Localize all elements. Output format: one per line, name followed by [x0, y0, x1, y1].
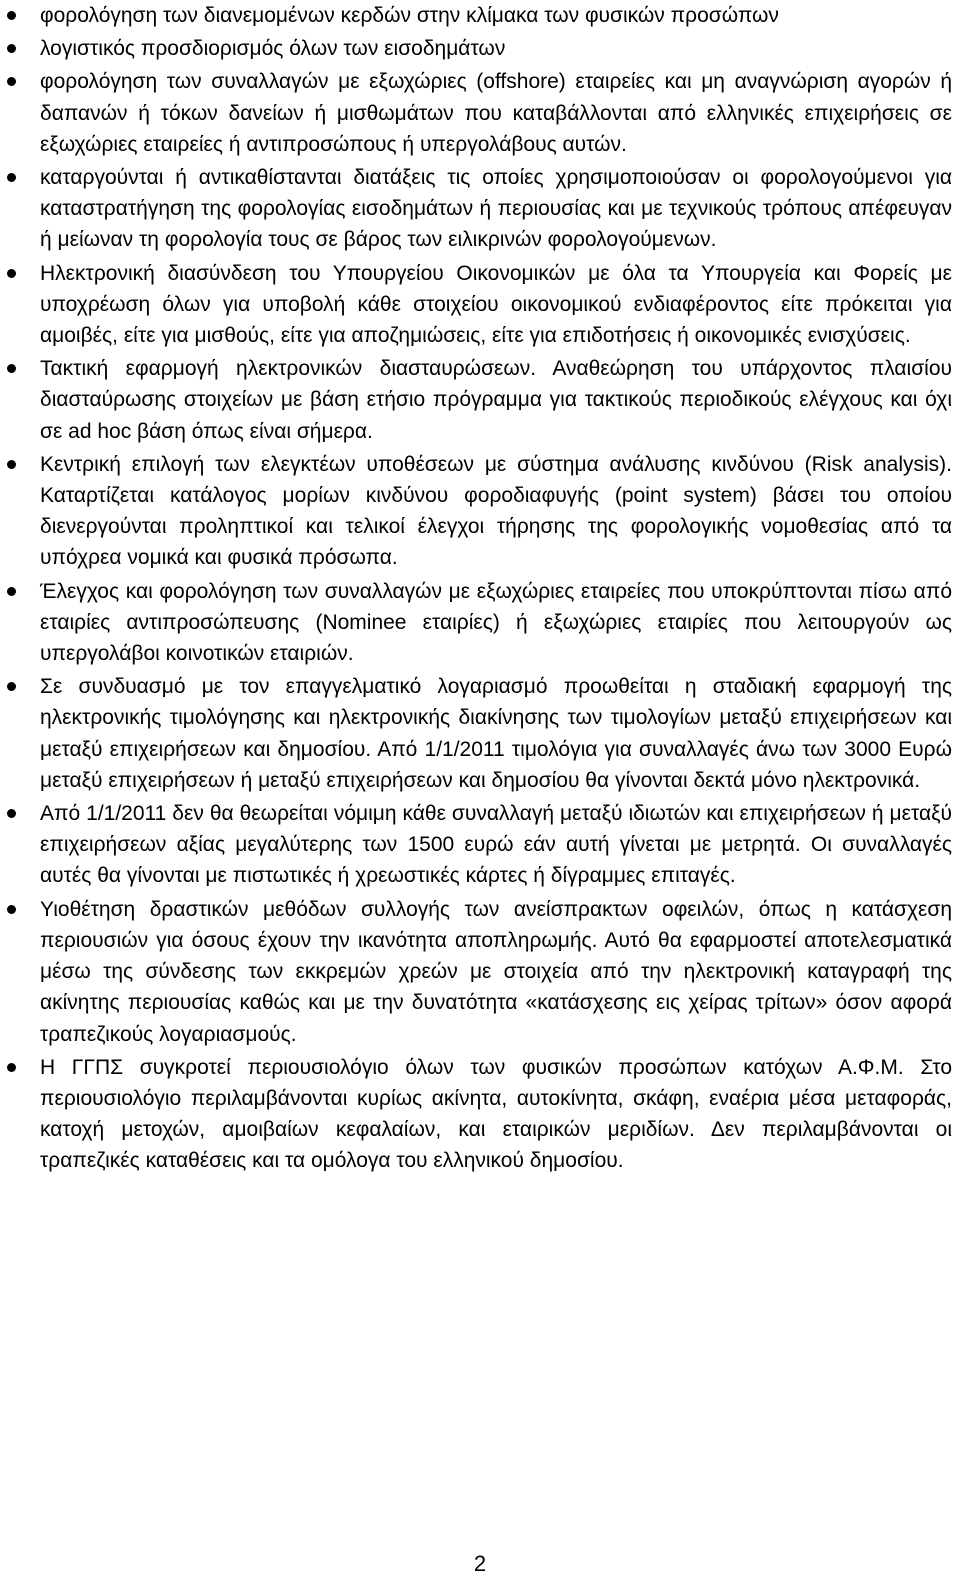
- list-item: [40, 66, 952, 160]
- list-item: [40, 162, 952, 256]
- list-item: [40, 1052, 952, 1177]
- list-item-text: Τακτική εφαρμογή ηλεκτρονικών διασταυρώσεων. Αναθεώρηση του υπάρχοντος πλαισίου διασταύρωσης στοιχείων με βάση ετήσιο πρόγραμμα για τακτικούς περιοδικούς ελέγχους και όχι σε ad hoc βάση όπως είναι σήμερα.: [40, 357, 952, 443]
- list-item-text: Υιοθέτηση δραστικών μεθόδων συλλογής των ανείσπρακτων οφειλών, όπως η κατάσχεση περιουσιών για όσους έχουν την ικανότητα αποπληρωμής. Αυτό θα εφαρμοστεί αποτελεσματικά μέσω της σύνδεσης των εκκρεμών χρεών με στοιχεία από την ηλεκτρονική καταγραφή της ακίνητης περιουσίας καθώς και με την δυνατότητα «κατάσχεσης εις χείρας τρίτων» όσον αφορά τραπεζικούς λογαριασμούς.: [40, 897, 952, 1046]
- list-item-text: φορολόγηση των διανεμομένων κερδών στην κλίμακα των φυσικών προσώπων: [40, 4, 779, 27]
- bullet-icon: [7, 173, 16, 182]
- list-item: [40, 576, 952, 670]
- list-item: [40, 353, 952, 447]
- list-item: [40, 449, 952, 574]
- list-item-text: Από 1/1/2011 δεν θα θεωρείται νόμιμη κάθε συναλλαγή μεταξύ ιδιωτών και επιχειρήσεων ή μεταξύ επιχειρήσεων αξίας μεγαλύτερης των 1500 ευρώ εάν αυτή γίνεται με μετρητά. Οι συναλλαγές αυτές θα γίνονται με πιστωτικές ή χρεωστικές κάρτες ή δίγραμμες επιταγές.: [40, 802, 952, 888]
- list-item-text: λογιστικός προσδιορισμός όλων των εισοδημάτων: [40, 37, 506, 61]
- list-item: [40, 33, 952, 64]
- bullet-icon: [7, 11, 16, 20]
- bullet-icon: [7, 682, 16, 691]
- page-number: 2: [473, 1551, 487, 1576]
- bullet-icon: [7, 77, 16, 86]
- list-item-text: Σε συνδυασμό με τον επαγγελματικό λογαριασμό προωθείται η σταδιακή εφαρμογή της ηλεκτρονικής τιμολόγησης και ηλεκτρονικής διακίνησης των τιμολογίων μεταξύ επιχειρήσεων και μεταξύ επιχειρήσεων και δημοσίου. Από 1/1/2011 τιμολόγια για συναλλαγές άνω των 3000 Ευρώ μεταξύ επιχειρήσεων ή μεταξύ επιχειρήσεων και δημοσίου θα γίνονται δεκτά μόνο ηλεκτρονικά.: [40, 675, 952, 792]
- bullet-list: [40, 0, 952, 1179]
- list-item: [40, 0, 952, 31]
- list-item: [40, 258, 952, 352]
- list-item-text: Η ΓΓΠΣ συγκροτεί περιουσιολόγιο όλων των φυσικών προσώπων κατόχων Α.Φ.Μ. Στο περιουσιολόγιο περιλαμβάνονται κυρίως ακίνητα, αυτοκίνητα, σκάφη, εναέρια μέσα μεταφοράς, κατοχή μετοχών, αμοιβαίων κεφαλαίων, και εταιρικών μεριδίων. Δεν περιλαμβάνονται οι τραπεζικές καταθέσεις και τα ομόλογα του ελληνικού δημοσίου.: [40, 1055, 952, 1173]
- bullet-icon: [7, 809, 16, 818]
- list-item: [40, 671, 952, 796]
- list-item-text: Έλεγχος και φορολόγηση των συναλλαγών με εξωχώριες εταιρείες που υποκρύπτονται πίσω από εταιρίες αντιπροσώπευσης (Nominee εταιρίες) ή εξωχώριες εταιρίες που λειτουργούν ως υπεργολάβοι κοινοτικών εταιριών.: [40, 579, 952, 666]
- list-item-text: Κεντρική επιλογή των ελεγκτέων υποθέσεων με σύστημα ανάλυσης κινδύνου (Risk analysis). Καταρτίζεται κατάλογος μορίων κινδύνου φοροδιαφυγής (point system) βάσει του οποίου διενεργούνται προληπτικοί και τελικοί έλεγχοι τήρησης της φορολογικής νομοθεσίας από τα υπόχρεα νομικά και φυσικά πρόσωπα.: [40, 452, 952, 570]
- list-item-text: Ηλεκτρονική διασύνδεση του Υπουργείου Οικονομικών με όλα τα Υπουργεία και Φορείς με υποχρέωση όλων για υποβολή κάθε στοιχείου οικονομικού ενδιαφέροντος είτε πρόκειται για αμοιβές, είτε για μισθούς, είτε για αποζημιώσεις, είτε για επιδοτήσεις ή οικονομικές ενισχύσεις.: [40, 261, 952, 348]
- bullet-icon: [7, 587, 16, 596]
- bullet-icon: [7, 905, 16, 914]
- bullet-icon: [7, 44, 16, 53]
- list-item: [40, 798, 952, 892]
- list-item-text: καταργούνται ή αντικαθίστανται διατάξεις τις οποίες χρησιμοποιούσαν οι φορολογούμενοι για καταστρατήγηση της φορολογίας εισοδημάτων ή περιουσίας και με τεχνικούς τρόπους απέφευγαν ή μείωναν τη φορολογία τους σε βάρος των ειλικρινών φορολογούμενων.: [40, 166, 952, 252]
- bullet-icon: [7, 460, 16, 469]
- bullet-icon: [7, 364, 16, 373]
- list-item-text: φορολόγηση των συναλλαγών με εξωχώριες (offshore) εταιρείες και μη αναγνώριση αγορών ή δαπανών ή τόκων δανείων ή μισθωμάτων που καταβάλλονται από ελληνικές επιχειρήσεις σε εξωχώριες εταιρείες ή αντιπροσώπους ή υπεργολάβους αυτών.: [40, 70, 952, 156]
- list-item: [40, 894, 952, 1050]
- bullet-icon: [7, 1063, 16, 1072]
- bullet-icon: [7, 269, 16, 278]
